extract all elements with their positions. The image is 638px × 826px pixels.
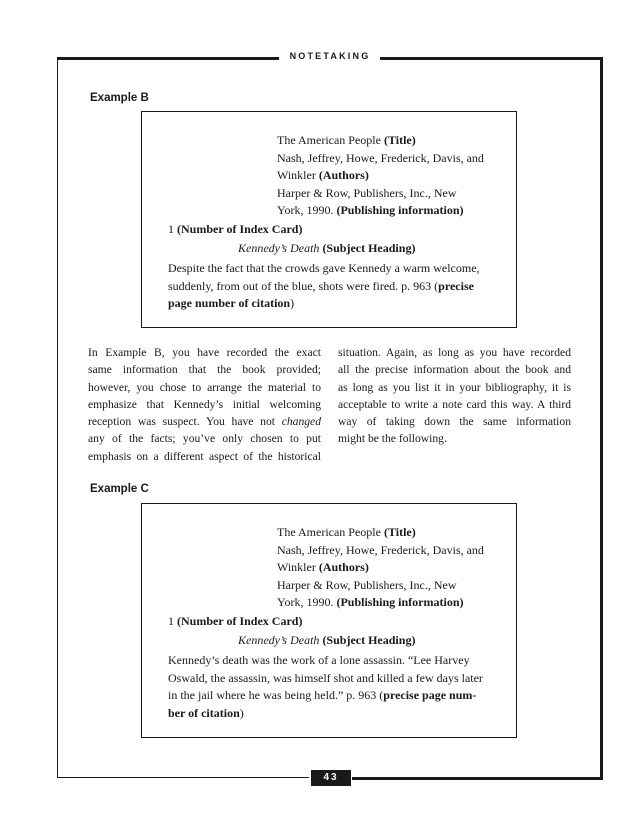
source-line: Winkler (Authors)	[277, 168, 369, 182]
paragraph-line: situation. Again, as long as you have recorded	[338, 346, 571, 359]
card-number: 1 (Number of Index Card)	[168, 222, 303, 236]
frame-bottom-left-rule	[57, 777, 309, 778]
note-line: in the jail where he was being held.” p. 963 (precise page num-	[168, 688, 477, 702]
example-b-heading: Example B	[90, 92, 149, 104]
paragraph-line: emphasize that Kennedy’s initial welcoming	[88, 397, 321, 411]
paragraph-line: In Example B, you have recorded the exact	[88, 346, 321, 359]
paragraph-line: acceptable to write a note card this way. A third	[338, 397, 571, 411]
source-line: The American People (Title)	[277, 525, 416, 539]
frame-bottom-right-rule	[352, 777, 603, 780]
subject-heading: Kennedy’s Death (Subject Heading)	[238, 633, 416, 647]
source-line: The American People (Title)	[277, 133, 416, 147]
source-line: Nash, Jeffrey, Howe, Frederick, Davis, and	[277, 150, 484, 165]
body-left-column	[88, 344, 321, 465]
bibliography-block	[277, 132, 502, 220]
source-line: Harper & Row, Publishers, Inc., New	[277, 185, 457, 200]
note-line: Oswald, the assassin, was himself shot and killed a few days later	[168, 670, 483, 685]
subject-heading: Kennedy’s Death (Subject Heading)	[238, 241, 416, 255]
bibliography-block	[277, 524, 502, 612]
note-line: page number of citation)	[168, 296, 295, 310]
note-line: suddenly, from out of the blue, shots were fired. p. 963 (precise	[168, 278, 474, 293]
paragraph-line: might be the following.	[338, 432, 447, 446]
note-text	[168, 652, 483, 722]
paragraph-line: reception was suspect. You have not changed	[88, 415, 321, 429]
card-number: 1 (Number of Index Card)	[168, 614, 303, 628]
frame-top-right-rule	[380, 57, 601, 60]
example-b-index-card	[141, 111, 517, 328]
frame-top-left-rule	[57, 57, 279, 60]
source-line: York, 1990. (Publishing information)	[277, 595, 464, 609]
paragraph-line: however, you chose to arrange the material to	[88, 380, 321, 394]
running-header: NOTETAKING	[289, 51, 371, 61]
note-line: Kennedy’s death was the work of a lone assassin. “Lee Harvey	[168, 653, 470, 667]
source-line: York, 1990. (Publishing information)	[277, 203, 464, 217]
source-line: Winkler (Authors)	[277, 560, 369, 574]
note-line: Despite the fact that the crowds gave Kennedy a warm welcome,	[168, 261, 480, 275]
paragraph-line: all the precise information about the book and	[338, 363, 571, 377]
frame-right-rule	[600, 57, 603, 778]
paragraph-line: same information that the book provided;	[88, 363, 321, 377]
paragraph-line: as long as you list it in your bibliography, it is	[338, 380, 571, 394]
page-number: 43	[311, 770, 351, 786]
paragraph-line: any of the facts; you’ve only chosen to put	[88, 432, 321, 446]
body-right-column	[338, 344, 571, 448]
source-line: Harper & Row, Publishers, Inc., New	[277, 577, 457, 592]
paragraph-line: emphasis on a different aspect of the historical	[88, 449, 321, 463]
paragraph-line: way of taking down the same information	[338, 415, 571, 429]
example-c-heading: Example C	[90, 483, 149, 495]
note-text	[168, 260, 480, 313]
example-c-index-card	[141, 503, 517, 738]
note-line: ber of citation)	[168, 705, 244, 720]
source-line: Nash, Jeffrey, Howe, Frederick, Davis, and	[277, 542, 484, 557]
frame-left-rule	[57, 57, 58, 778]
